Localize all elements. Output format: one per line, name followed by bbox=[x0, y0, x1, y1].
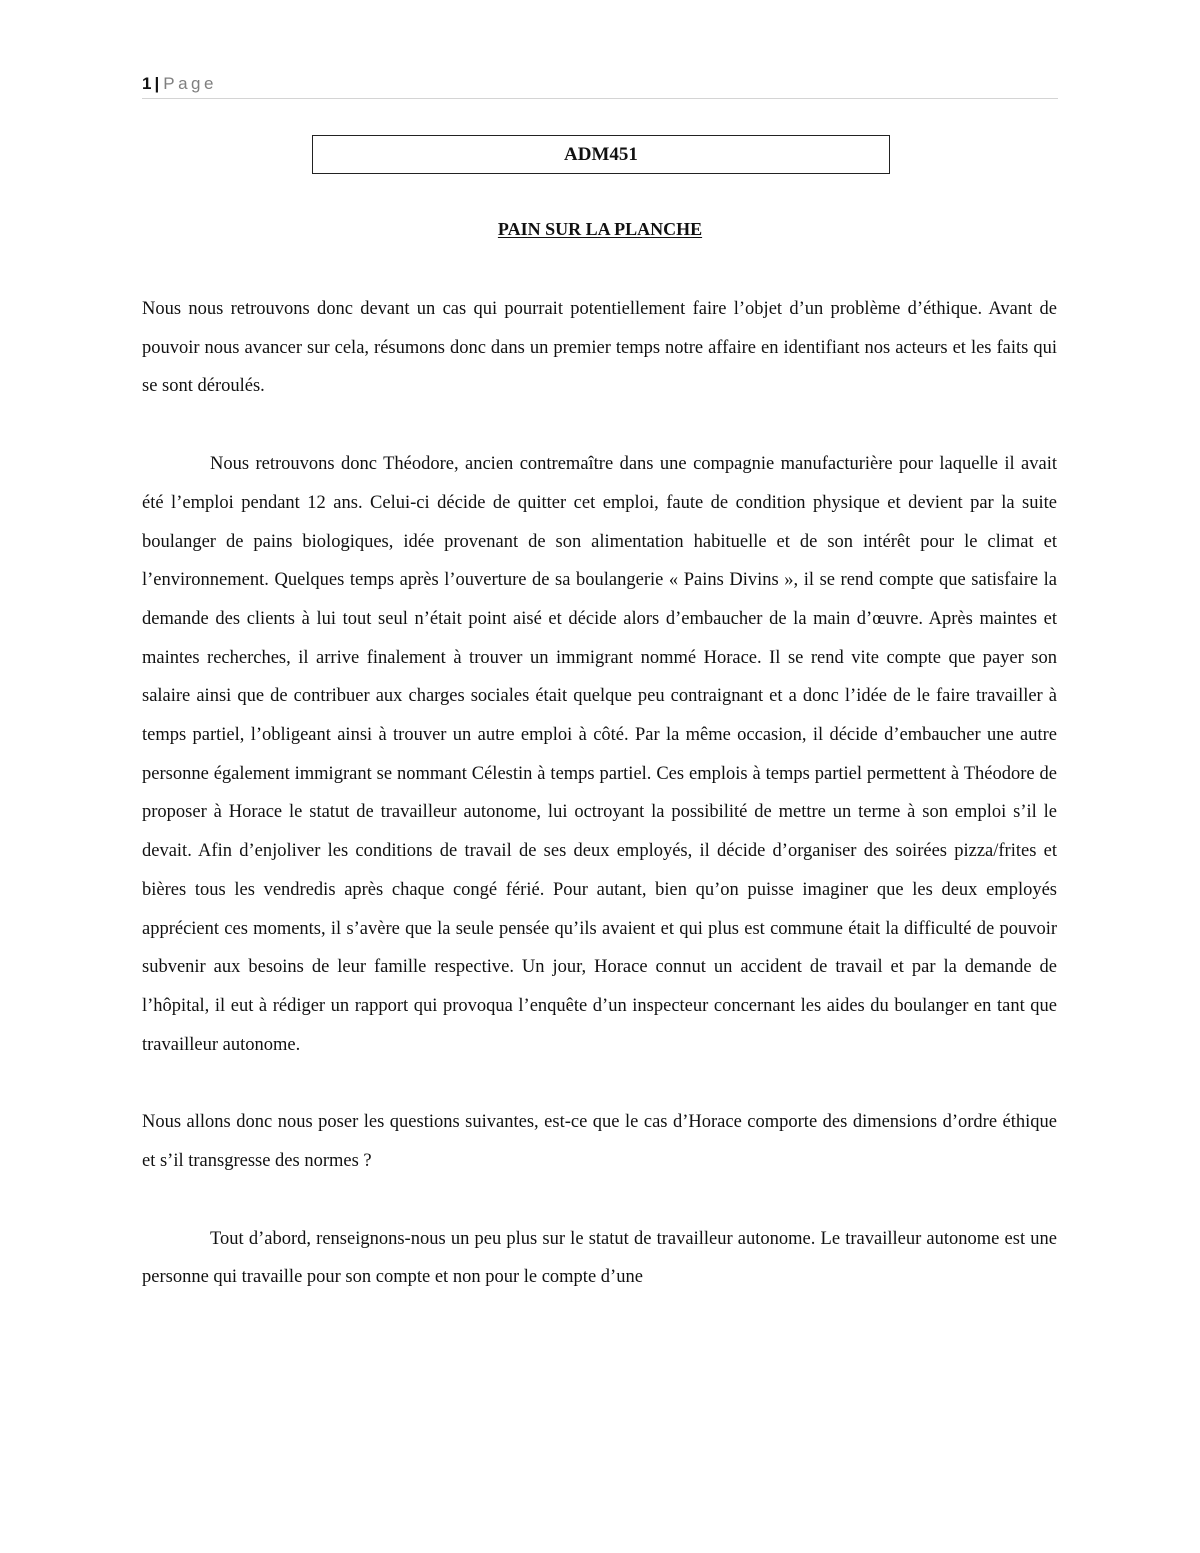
course-code-box bbox=[312, 135, 890, 174]
page-separator: | bbox=[154, 74, 160, 93]
page-number: 1 bbox=[142, 74, 152, 93]
document-body bbox=[142, 290, 1057, 1297]
document-title: PAIN SUR LA PLANCHE bbox=[497, 219, 703, 239]
paragraph-summary: Nous retrouvons donc Théodore, ancien contremaître dans une compagnie manufacturière pour laquelle il avait été l’emploi pendant 12 ans. Celui-ci décide de quitter cet emploi, faute de condition physique et devient par la suite boulanger de pains biologiques, idée provenant de son alimentation habituelle et de son intérêt pour le climat et l’environnement. Quelques temps après l’ouverture de sa boulangerie « Pains Divins », il se rend compte que satisfaire la demande des clients à lui tout seul n’était point aisé et décide alors d’embaucher de la main d’œuvre. Après maintes et maintes recherches, il arrive finalement à trouver un immigrant nommé Horace. Il se rend vite compte que payer son salaire ainsi que de contribuer aux charges sociales était quelque peu contraignant et a donc l’idée de le faire travailler à temps partiel, l’obligeant ainsi à trouver un autre emploi à côté. Par la même occasion, il décide d’embaucher une autre personne également immigrant se nommant Célestin à temps partiel. Ces emplois à temps partiel permettent à Théodore de proposer à Horace le statut de travailleur autonome, lui octroyant la possibilité de mettre un terme à son emploi s’il le devait. Afin d’enjoliver les conditions de travail de ses deux employés, il décide d’organiser des soirées pizza/frites et bières tous les vendredis après chaque congé férié. Pour autant, bien qu’on puisse imaginer que les deux employés apprécient ces moments, il s’avère que la seule pensée qu’ils avaient et qui plus est commune était la difficulté de pouvoir subvenir aux besoins de leur famille respective. Un jour, Horace connut un accident de travail et par la demande de l’hôpital, il eut à rédiger un rapport qui provoqua l’enquête d’un inspecteur concernant les aides du boulanger en tant que travailleur autonome. bbox=[142, 454, 1057, 1055]
page-label: Page bbox=[163, 74, 217, 93]
paragraph-autonomous-worker: Tout d’abord, renseignons-nous un peu plus sur le statut de travailleur autonome. Le travailleur autonome est une personne qui travaille pour son compte et non pour le compte d’une bbox=[142, 1228, 1057, 1288]
page-header bbox=[142, 72, 1058, 99]
paragraph-intro: Nous nous retrouvons donc devant un cas qui pourrait potentiellement faire l’objet d’un problème d’éthique. Avant de pouvoir nous avancer sur cela, résumons donc dans un premier temps notre affaire en identifiant nos acteurs et les faits qui se sont déroulés. bbox=[142, 299, 1057, 397]
paragraph-question: Nous allons donc nous poser les questions suivantes, est-ce que le cas d’Horace comporte des dimensions d’ordre éthique et s’il transgresse des normes ? bbox=[142, 1112, 1057, 1172]
course-code: ADM451 bbox=[564, 144, 638, 165]
